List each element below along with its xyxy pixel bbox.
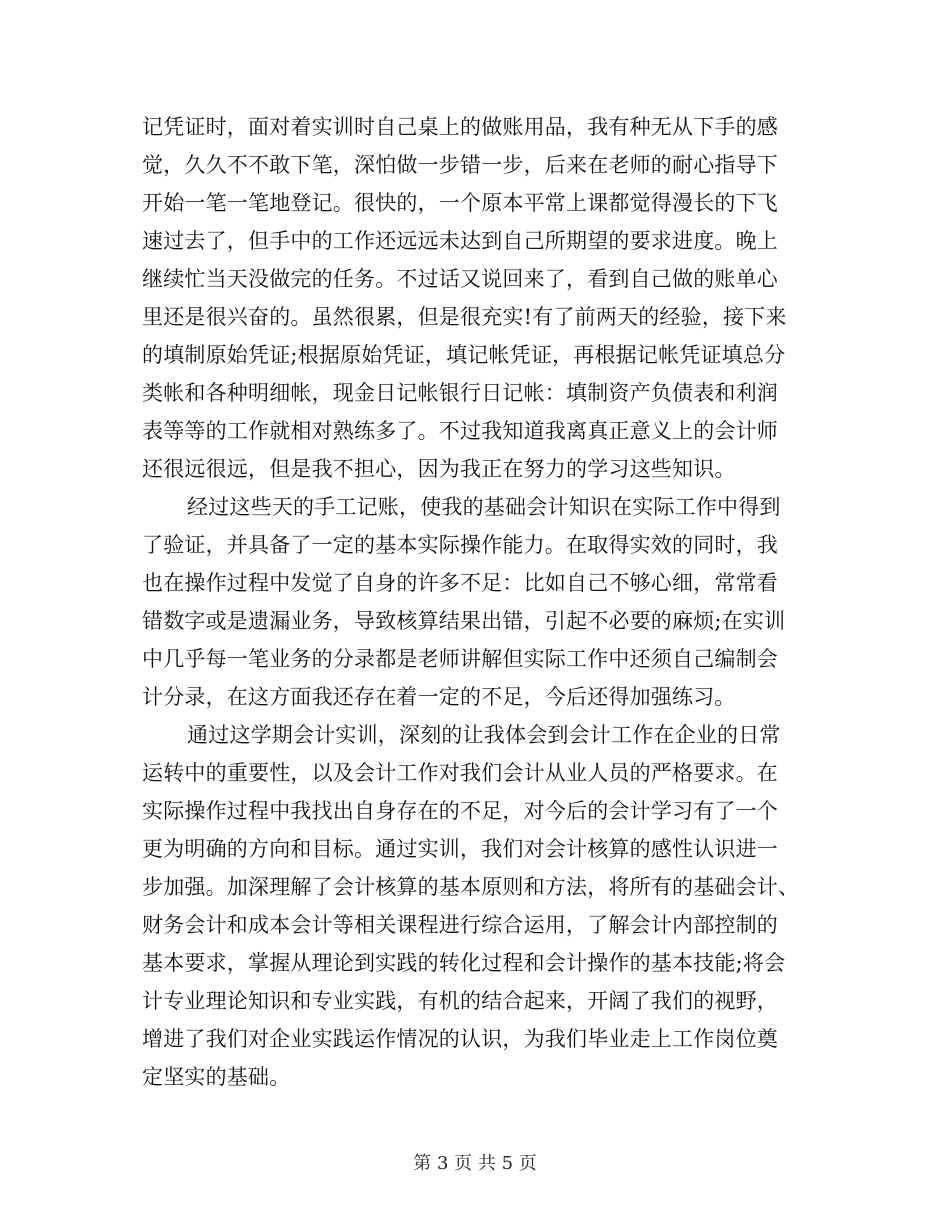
text-line: 财务会计和成本会计等相关课程进行综合运用，了解会计内部控制的: [142, 913, 778, 937]
text-line: 运转中的重要性，以及会计工作对我们会计从业人员的严格要求。在: [142, 761, 778, 785]
page-number-footer: 第 3 页 共 5 页: [413, 1153, 537, 1174]
text-line: 记凭证时，面对着实训时自己桌上的做账用品，我有种无从下手的感: [142, 115, 778, 139]
text-line: 开始一笔一笔地登记。很快的，一个原本平常上课都觉得漫长的下飞: [142, 191, 778, 215]
text-line: 类帐和各种明细帐，现金日记帐银行日记帐：填制资产负债表和利润: [142, 381, 778, 405]
text-line: 增进了我们对企业实践运作情况的认识，为我们毕业走上工作岗位奠: [142, 1027, 778, 1051]
text-line: 定坚实的基础。: [142, 1065, 291, 1089]
text-line: 表等等的工作就相对熟练多了。不过我知道我离真正意义上的会计师: [142, 419, 778, 443]
paragraph-start-line: 经过这些天的手工记账，使我的基础会计知识在实际工作中得到: [187, 495, 781, 519]
text-line: 里还是很兴奋的。虽然很累，但是很充实!有了前两天的经验，接下来: [142, 305, 787, 329]
text-line: 计专业理论知识和专业实践，有机的结合起来，开阔了我们的视野，: [142, 989, 778, 1013]
document-body: [142, 108, 802, 1096]
text-line: 了验证，并具备了一定的基本实际操作能力。在取得实效的同时，我: [142, 533, 778, 557]
text-line: 的填制原始凭证;根据原始凭证，填记帐凭证，再根据记帐凭证填总分: [142, 343, 786, 367]
text-line: 觉，久久不不敢下笔，深怕做一步错一步，后来在老师的耐心指导下: [142, 153, 778, 177]
text-line: 实际操作过程中我找出自身存在的不足，对今后的会计学习有了一个: [142, 799, 778, 823]
text-line: 计分录，在这方面我还存在着一定的不足，今后还得加强练习。: [142, 685, 736, 709]
text-line: 还很远很远，但是我不担心，因为我正在努力的学习这些知识。: [142, 457, 736, 481]
paragraph-start-line: 通过这学期会计实训，深刻的让我体会到会计工作在企业的日常: [187, 723, 781, 747]
text-line: 步加强。加深理解了会计核算的基本原则和方法，将所有的基础会计、: [142, 875, 800, 899]
text-line: 中几乎每一笔业务的分录都是老师讲解但实际工作中还须自己编制会: [142, 647, 778, 671]
text-line: 继续忙当天没做完的任务。不过话又说回来了，看到自己做的账单心: [142, 267, 778, 291]
text-line: 速过去了，但手中的工作还远远未达到自己所期望的要求进度。晚上: [142, 229, 778, 253]
text-line: 基本要求，掌握从理论到实践的转化过程和会计操作的基本技能;将会: [142, 951, 786, 975]
text-line: 错数字或是遗漏业务，导致核算结果出错，引起不必要的麻烦;在实训: [142, 609, 786, 633]
text-line: 也在操作过程中发觉了自身的许多不足：比如自己不够心细，常常看: [142, 571, 778, 595]
text-line: 更为明确的方向和目标。通过实训，我们对会计核算的感性认识进一: [142, 837, 778, 861]
